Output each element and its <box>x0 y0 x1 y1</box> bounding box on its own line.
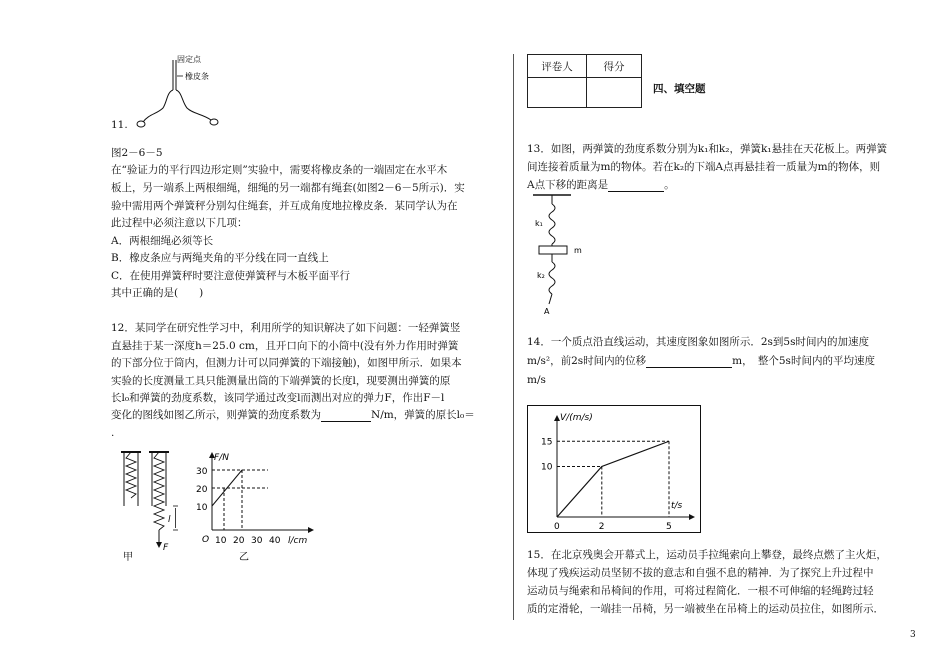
q13-line3-end: 。 <box>664 179 675 191</box>
q12-text-line-7: . <box>111 427 115 439</box>
q12-text-line-3: 的下部分位于筒内，但测力计可以同弹簧的下端接触)，如图甲所示．如果本 <box>111 357 462 369</box>
x-axis-label: l/cm <box>288 536 308 546</box>
score-table-cell-grader[interactable] <box>528 78 587 108</box>
figure-12-tube-right <box>149 452 178 548</box>
figure-11-rubber-band <box>135 52 245 130</box>
y-tick-label-15: 15 <box>541 437 553 448</box>
y-tick-30: 30 <box>196 467 208 477</box>
label-m: m <box>574 246 582 255</box>
q14-answer-blank-displacement[interactable] <box>646 367 732 368</box>
q11-question: 其中正确的是( ) <box>111 287 204 299</box>
q14-line2-end: m， 整个5s时间内的平均速度 <box>732 355 875 367</box>
q13-text-line-3 <box>527 178 675 192</box>
score-table <box>527 54 642 108</box>
x-tick-10: 10 <box>215 536 227 546</box>
x-axis-label: t/s <box>671 501 683 511</box>
label-A: A <box>544 307 550 316</box>
figure-12 <box>118 448 348 566</box>
y-tick-20: 20 <box>196 485 208 495</box>
page-number: 3 <box>910 630 916 640</box>
q13-line3-start: A点下移的距离是 <box>527 179 609 191</box>
q12-text-line-1: 12．某同学在研究性学习中，利用所学的知识解决了如下问题：一轻弹簧竖 <box>111 322 461 334</box>
q11-option-c: C．在使用弹簧秤时要注意使弹簧秤与木板平面平行 <box>111 270 351 282</box>
q15-text-line-1: 15．在北京残奥会开幕式上，运动员手拉绳索向上攀登，最终点燃了主火炬， <box>527 549 887 561</box>
y-axis-label: V/(m/s) <box>560 413 593 423</box>
q11-option-a: A．两根细绳必须等长 <box>111 235 214 247</box>
q14-text-line-3: m/s <box>527 374 546 386</box>
q11-text-line-2: 板上，另一端系上两根细绳，细绳的另一端都有绳套(如图2－6－5所示)．实 <box>111 182 465 194</box>
q12-text-line-2: 直悬挂于某一深度h＝25.0 cm，且开口向下的小筒中(没有外力作用时弹簧 <box>111 340 459 352</box>
q15-text-line-3: 运动员与绳索和吊椅间的作用，可将过程简化．一根不可伸缩的轻绳跨过轻 <box>527 585 874 597</box>
q12-line6-mid: N/m，弹簧的原长l₀＝ <box>371 409 475 421</box>
q12-text-line-6 <box>111 408 475 422</box>
label-fixed-point: 固定点 <box>177 55 201 64</box>
label-yi: 乙 <box>239 552 249 563</box>
section-4-title: 四、填空题 <box>653 83 706 95</box>
label-k2: k₂ <box>537 271 545 280</box>
q11-text-line-1: 在“验证力的平行四边形定则”实验中，需要将橡皮条的一端固定在水平木 <box>111 164 448 176</box>
q11-number: 11. <box>111 119 128 131</box>
x-tick-30: 30 <box>251 536 263 546</box>
y-tick-10: 10 <box>196 503 208 513</box>
figure-14-velocity-time-graph <box>527 405 701 533</box>
q11-text-line-3: 验中需用两个弹簧秤分别勾住绳套，并互成角度地拉橡皮条．某同学认为在 <box>111 200 458 212</box>
score-table-cell-score[interactable] <box>587 78 642 108</box>
q14-line2-start: m/s²，前2s时间内的位移 <box>527 355 647 367</box>
column-divider <box>513 54 514 620</box>
q13-answer-blank[interactable] <box>608 191 664 192</box>
chart-marks <box>541 437 672 532</box>
q15-text-line-2: 体现了残疾运动员坚韧不拔的意志和自强不息的精神．为了探究上升过程中 <box>527 567 874 579</box>
y-tick-label-10: 10 <box>541 462 553 473</box>
q13-text-line-2: 间连接着质量为m的物体。若在k₂的下端A点再悬挂着一质量为m的物体，则 <box>527 161 881 173</box>
q12-text-line-4: 实验的长度测量工具只能测量出筒的下端弹簧的长度l，现要测出弹簧的原 <box>111 375 451 387</box>
q12-text-line-5: 长l₀和弹簧的劲度系数，该同学通过改变l而测出对应的弹力F，作出F－l <box>111 392 445 404</box>
figure-13-springs <box>527 192 607 318</box>
score-table-header-grader: 评卷人 <box>528 55 587 78</box>
label-rubber-band: 橡皮条 <box>185 72 209 81</box>
q15-text-line-4: 质的定滑轮，一端挂一吊椅，另一端被坐在吊椅上的运动员拉住，如图所示． <box>527 603 884 615</box>
q14-text-line-1: 14．一个质点沿直线运动，其速度图象如图所示．2s到5s时间内的加速度 <box>527 336 869 348</box>
figure-12-graph <box>196 452 314 546</box>
x-tick-40: 40 <box>269 536 281 546</box>
score-table-header-score: 得分 <box>587 55 642 78</box>
label-jia: 甲 <box>123 552 133 563</box>
x-tick-label-5: 5 <box>666 522 672 532</box>
q11-option-b: B．橡皮条应与两绳夹角的平分线在同一直线上 <box>111 252 329 264</box>
q12-line6-start: 变化的图线如图乙所示，则弹簧的劲度系数为 <box>111 409 321 421</box>
q12-answer-blank-k[interactable] <box>321 421 371 422</box>
y-axis-label: F/N <box>214 453 229 463</box>
velocity-series-line <box>557 441 669 517</box>
x-tick-label-2: 2 <box>598 522 605 532</box>
q13-text-line-1: 13．如图，两弹簧的劲度系数分别为k₁和k₂，弹簧k₁悬挂在天花板上。两弹簧 <box>527 143 888 155</box>
origin-label: O <box>202 535 210 545</box>
x-tick-20: 20 <box>233 536 245 546</box>
q11-text-line-4: 此过程中必须注意以下几项： <box>111 217 248 229</box>
x-tick-label-0: 0 <box>554 522 560 532</box>
label-F: F <box>163 543 169 553</box>
label-l: l <box>168 515 171 525</box>
figure-12-tube-left <box>121 452 141 506</box>
q11-figure-caption: 图2－6－5 <box>111 147 163 159</box>
q14-text-line-2 <box>527 354 875 368</box>
label-k1: k₁ <box>535 219 543 228</box>
